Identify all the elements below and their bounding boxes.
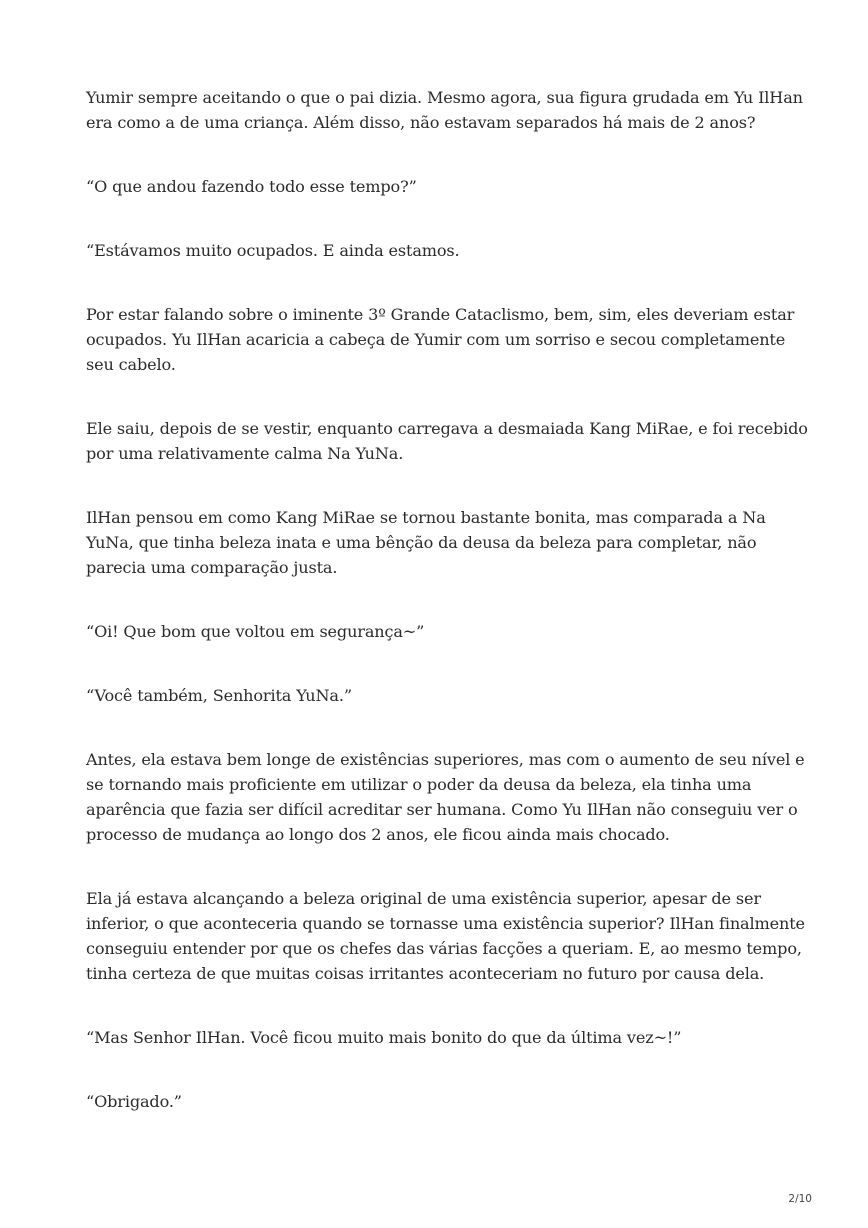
text-line: “Oi! Que bom que voltou em segurança~”: [86, 622, 425, 641]
text-line: Por estar falando sobre o iminente 3º Grande Cataclismo, bem, sim, eles deveriam estar: [86, 305, 795, 324]
paragraph: [86, 886, 805, 986]
text-line: tinha certeza de que muitas coisas irritantes aconteceriam no futuro por causa dela.: [86, 964, 765, 983]
text-line: “Você também, Senhorita YuNa.”: [86, 686, 352, 705]
text-line: “O que andou fazendo todo esse tempo?”: [86, 177, 417, 196]
text-line: “Obrigado.”: [86, 1092, 182, 1111]
text-line: por uma relativamente calma Na YuNa.: [86, 444, 404, 463]
page-number: 2/10: [788, 1193, 812, 1205]
text-line: se tornando mais proficiente em utilizar o poder da deusa da beleza, ela tinha uma: [86, 775, 752, 794]
text-line: inferior, o que aconteceria quando se tornasse uma existência superior? IlHan finalmente: [86, 914, 805, 933]
text-line: era como a de uma criança. Além disso, não estavam separados há mais de 2 anos?: [86, 113, 756, 132]
text-line: “Estávamos muito ocupados. E ainda estamos.: [86, 241, 460, 260]
paragraph: [86, 505, 786, 580]
paragraph: [86, 85, 803, 135]
paragraph: [86, 238, 786, 263]
text-line: conseguiu entender por que os chefes das várias facções a queriam. E, ao mesmo tempo,: [86, 939, 802, 958]
paragraph: [86, 683, 786, 708]
paragraph: [86, 1025, 786, 1050]
text-line: seu cabelo.: [86, 355, 176, 374]
text-line: Yumir sempre aceitando o que o pai dizia. Mesmo agora, sua figura grudada em Yu IlHan: [86, 88, 803, 107]
text-line: parecia uma comparação justa.: [86, 558, 338, 577]
text-line: ocupados. Yu IlHan acaricia a cabeça de Yumir com um sorriso e secou completamente: [86, 330, 786, 349]
text-line: Ele saiu, depois de se vestir, enquanto carregava a desmaiada Kang MiRae, e foi recebido: [86, 419, 808, 438]
paragraph: [86, 747, 805, 847]
text-line: IlHan pensou em como Kang MiRae se tornou bastante bonita, mas comparada a Na: [86, 508, 766, 527]
text-line: aparência que fazia ser difícil acreditar ser humana. Como Yu IlHan não conseguiu ver o: [86, 800, 798, 819]
text-line: Ela já estava alcançando a beleza original de uma existência superior, apesar de ser: [86, 889, 761, 908]
paragraph: [86, 302, 795, 377]
text-line: processo de mudança ao longo dos 2 anos, ele ficou ainda mais chocado.: [86, 825, 670, 844]
text-line: Antes, ela estava bem longe de existências superiores, mas com o aumento de seu nível e: [86, 750, 805, 769]
paragraph: [86, 416, 808, 466]
paragraph: [86, 619, 786, 644]
paragraph: [86, 174, 786, 199]
text-line: YuNa, que tinha beleza inata e uma bênção da deusa da beleza para completar, não: [86, 533, 757, 552]
text-line: “Mas Senhor IlHan. Você ficou muito mais bonito do que da última vez~!”: [86, 1028, 682, 1047]
document-page: [86, 85, 808, 1153]
paragraph: [86, 1089, 786, 1114]
